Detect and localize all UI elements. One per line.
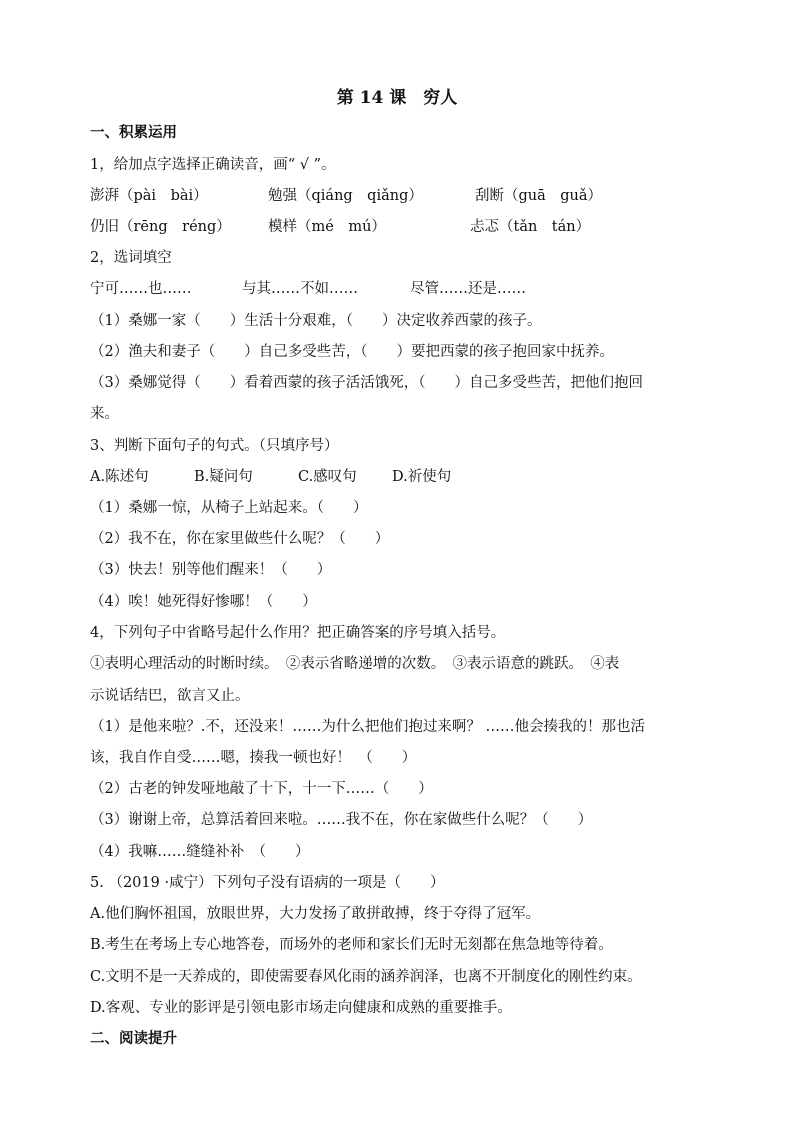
lesson-title: 第 14 课 穷人 xyxy=(336,88,458,108)
q1-item: 刮断（guā guǎ） xyxy=(475,188,603,204)
q2-item: （3）桑娜觉得（ ）看着西蒙的孩子活活饿死，（ ）自己多受些苦，把他们抱回 xyxy=(90,375,643,391)
q5-option: C.文明不是一天养成的，即使需要春风化雨的涵养润泽，也离不开制度化的刚性约束。 xyxy=(90,969,642,985)
q5-option: D.客观、专业的影评是引领电影市场走向健康和成熟的重要推手。 xyxy=(90,1000,512,1016)
q2-item: （2）渔夫和妻子（ ）自己多受些苦，（ ）要把西蒙的孩子抱回家中抚养。 xyxy=(90,344,614,360)
question-1-prompt: 1，给加点字选择正确读音，画“ √ ”。 xyxy=(90,157,336,173)
q4-item: （3）谢谢上帝，总算活着回来啦。……我不在，你在家做些什么呢？（ ） xyxy=(90,812,593,828)
q2-item-continuation: 来。 xyxy=(90,406,119,422)
question-5-prompt: 5. （2019 ·咸宁）下列句子没有语病的一项是（ ） xyxy=(90,875,445,891)
q1-item: 仍旧（rēng réng） xyxy=(90,219,231,235)
q3-option: A.陈述句 xyxy=(90,469,149,485)
question-2-prompt: 2，选词填空 xyxy=(90,250,172,266)
question-4-prompt: 4，下列句子中省略号起什么作用？把正确答案的序号填入括号。 xyxy=(90,625,506,641)
question-3-prompt: 3、判断下面句子的句式。（只填序号） xyxy=(90,438,339,454)
q3-item: （2）我不在，你在家里做些什么呢？（ ） xyxy=(90,531,390,547)
q5-option: B.考生在考场上专心地答卷，而场外的老师和家长们无时无刻都在焦急地等待着。 xyxy=(90,937,613,953)
q5-option: A.他们胸怀祖国，放眼世界，大力发扬了敢拼敢搏，终于夺得了冠军。 xyxy=(90,906,541,922)
q4-item: （2）古老的钟发哑地敲了十下，十一下……（ ） xyxy=(90,781,433,797)
q3-option: D.祈使句 xyxy=(392,469,452,485)
section-heading-accumulation: 一、积累运用 xyxy=(90,124,177,141)
q3-item: （3）快去！别等他们醒来！（ ） xyxy=(90,562,332,578)
q3-option: B.疑问句 xyxy=(194,469,253,485)
q1-item: 澎湃（pài bài） xyxy=(90,188,208,204)
section-heading-reading: 二、阅读提升 xyxy=(90,1030,177,1047)
q3-item: （4）唉！她死得好惨哪！（ ） xyxy=(90,594,317,610)
q2-item: （1）桑娜一家（ ）生活十分艰难，（ ）决定收养西蒙的孩子。 xyxy=(90,313,542,329)
q3-item: （1）桑娜一惊，从椅子上站起来。（ ） xyxy=(90,500,368,516)
q2-option: 宁可……也…… xyxy=(90,281,192,297)
q4-item-continuation: 该，我自作自受……嗯，揍我一顿也好！ （ ） xyxy=(90,750,417,766)
q1-item: 模样（mé mú） xyxy=(268,219,386,235)
q2-option: 尽管……还是…… xyxy=(410,281,526,297)
q4-item: （1）是他来啦？.不，还没来！……为什么把他们抱过来啊？ ……他会揍我的！那也活 xyxy=(90,719,645,735)
q4-options: ①表明心理活动的时断时续。 ②表示省略递增的次数。 ③表示语意的跳跃。 ④表 xyxy=(90,656,620,672)
q4-options-continuation: 示说话结巴，欲言又止。 xyxy=(90,688,250,704)
q4-item: （4）我嘛……缝缝补补 （ ） xyxy=(90,844,310,860)
q2-option: 与其……不如…… xyxy=(242,281,358,297)
q3-option: C.感叹句 xyxy=(298,469,357,485)
q1-item: 勉强（qiáng qiǎng） xyxy=(268,188,423,204)
q1-item: 忐忑（tǎn tán） xyxy=(470,219,591,235)
